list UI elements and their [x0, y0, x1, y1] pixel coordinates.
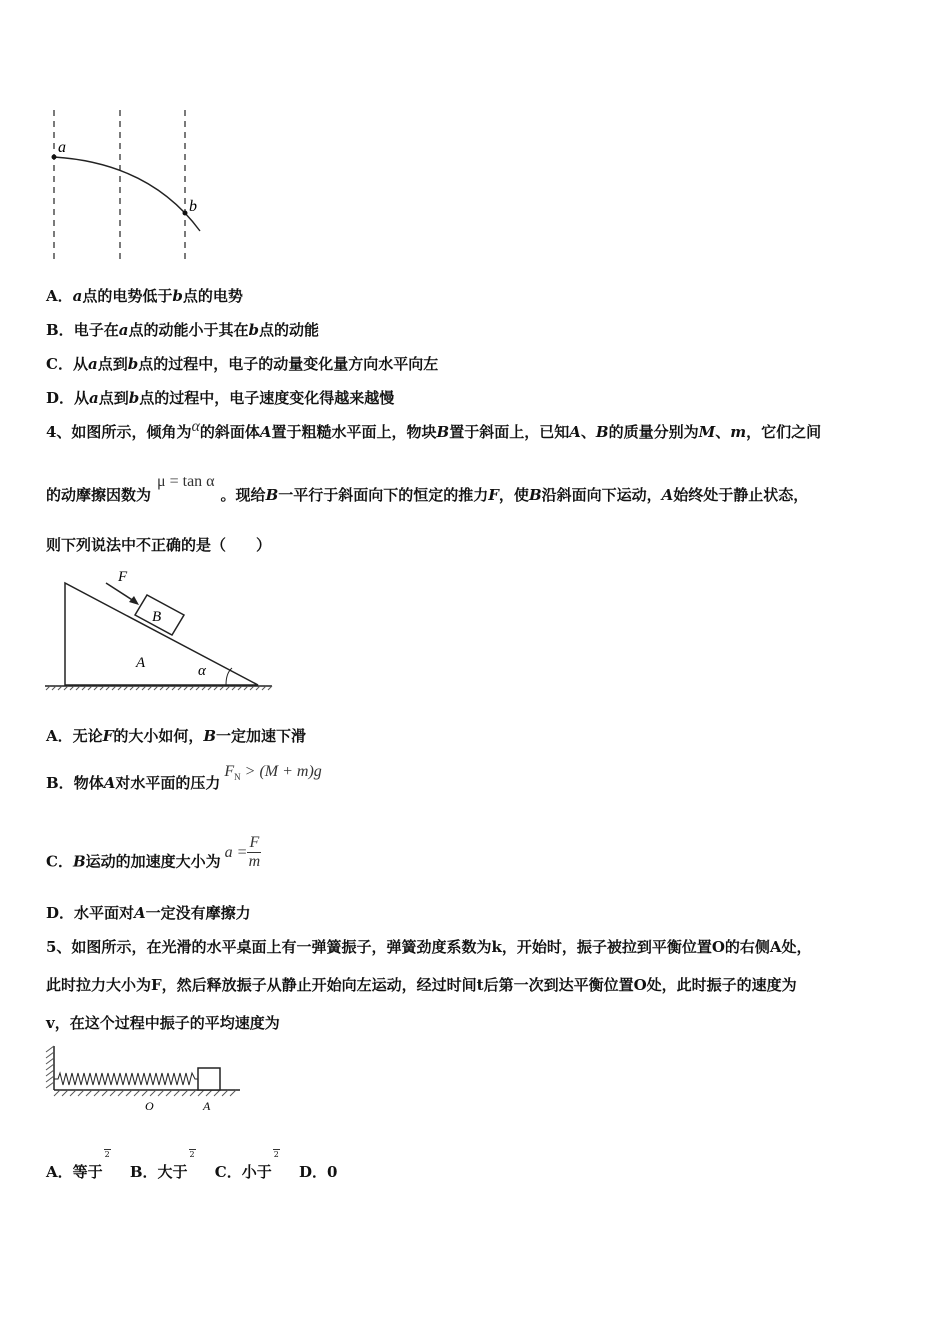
label-alpha: α	[198, 663, 206, 679]
q4-option-c: C．B运动的加速度大小为a = $\frac{F}{m}$	[46, 834, 261, 871]
q5-stem-line-2: 此时拉力大小为F，然后释放振子从静止开始向左运动，经过时间t后第一次到达平衡位置O处，此时振子的速度为	[46, 976, 797, 994]
wall-hatching	[46, 1046, 54, 1088]
q5-options: A．等于 2 B．大于 2 C．小于 2 D．0	[46, 1162, 337, 1182]
figure-spring-oscillator	[40, 1042, 250, 1117]
figure-incline	[40, 565, 280, 695]
q3-option-a: A．a点的电势低于b点的电势	[46, 287, 243, 305]
q4-stem-line-1: 4、如图所示，倾角为α的斜面体A置于粗糙水平面上，物块B置于斜面上，已知A、B的质量分别为M、m，它们之间	[46, 418, 822, 441]
q3-option-b: B．电子在a点的动能小于其在b点的动能	[46, 321, 319, 339]
table-hatching	[54, 1090, 236, 1096]
point-a	[52, 155, 57, 160]
label-B: B	[152, 609, 162, 625]
acceleration-fraction: $\frac{F}{m}$	[248, 834, 261, 870]
q5-stem-line-1: 5、如图所示，在光滑的水平桌面上有一弹簧振子，弹簧劲度系数为k，开始时，振子被拉到平衡位置O的右侧A处，	[46, 938, 812, 956]
label-A: A	[136, 655, 146, 671]
q3-option-d: D．从a点到b点的过程中，电子速度变化得越来越慢	[46, 389, 395, 407]
incline-triangle	[65, 583, 258, 685]
label-A: A	[203, 1099, 211, 1113]
mu-formula: μ = tan α	[157, 473, 215, 490]
force-arrow-head	[129, 596, 139, 605]
q4-stem-line-2: 的动摩擦因数为μ = tan α。现给B一平行于斜面向下的恒定的推力F，使B沿斜面向下运动，A始终处于静止状态，	[46, 473, 809, 504]
spring	[54, 1073, 198, 1085]
q4-option-b: B．物体A对水平面的压力$F_N > (M + m)g$	[46, 763, 322, 792]
q4-stem-line-3: 则下列说法中不正确的是（ ）	[46, 536, 272, 554]
label-b: b	[189, 198, 197, 215]
q4-option-a: A．无论F的大小如何，B一定加速下滑	[46, 727, 307, 745]
q4-option-d: D．水平面对A一定没有摩擦力	[46, 904, 251, 922]
option-c-fraction: 2	[273, 1142, 280, 1159]
q3-option-c: C．从a点到b点的过程中，电子的动量变化量方向水平向左	[46, 355, 439, 373]
label-a: a	[58, 139, 66, 156]
q5-stem-line-3: v，在这个过程中振子的平均速度为	[46, 1014, 280, 1032]
figure-field-lines	[40, 105, 220, 265]
label-O: O	[145, 1099, 154, 1113]
option-b-fraction: 2	[189, 1142, 196, 1159]
trajectory-curve	[54, 157, 200, 231]
label-F: F	[118, 569, 128, 585]
oscillator-block	[198, 1068, 220, 1090]
option-a-fraction: 2	[104, 1142, 111, 1159]
point-b	[183, 211, 188, 216]
pressure-formula: $F_N > (M + m)g$	[224, 763, 322, 783]
